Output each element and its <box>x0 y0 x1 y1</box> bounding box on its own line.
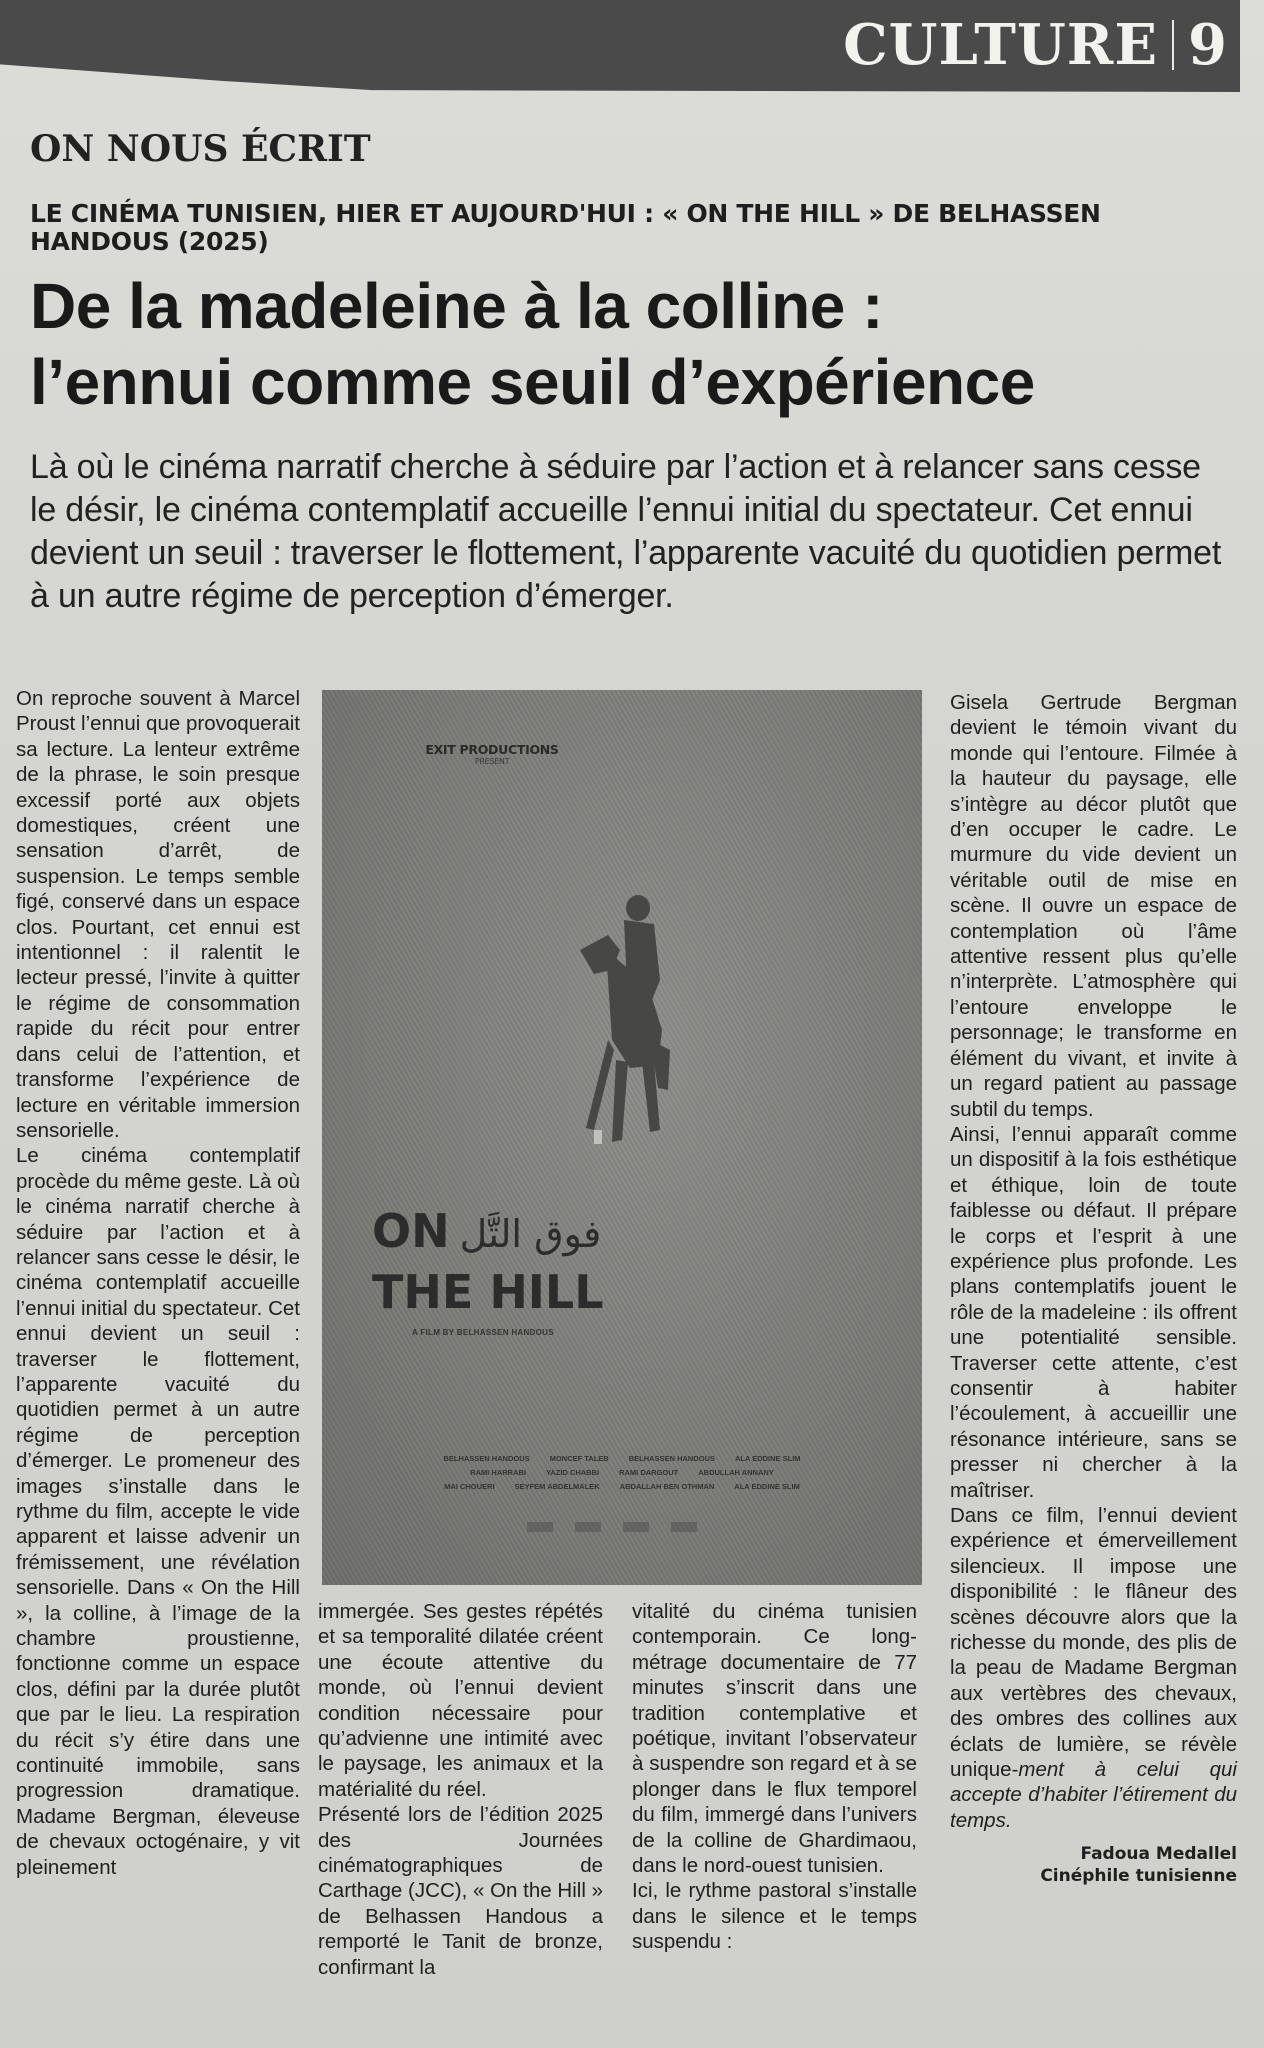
poster-title-arabic: فوق التَّل <box>459 1212 602 1256</box>
section-header <box>843 12 1228 78</box>
poster-title-the-hill: THE HILL <box>372 1265 604 1319</box>
credit: MAI CHOUERI <box>444 1482 495 1491</box>
article-column-2 <box>318 1599 603 1980</box>
credit: BELHASSEN HANDOUS <box>443 1454 530 1463</box>
credits-row <box>372 1452 872 1466</box>
horse-rider-silhouette-icon <box>550 890 680 1170</box>
paragraph: Gisela Gertrude Bergman devient le témoin vivant du monde qui l’entoure. Filmée à la hauteur du paysage, elle s’intègre au décor plutôt que d’en occuper le cadre. Le murmure du vide devient un véritable outil de mise en scène. Il ouvre un espace de contemplation où l’âme attentive ressent plus qu’elle n’interprète. L’atmosphère qui l’entoure enveloppe le personnage; le transforme en élément du vivant, et invite à un regard patient au passage subtil du temps. <box>950 691 1237 1121</box>
poster-title <box>372 1202 604 1321</box>
paragraph: Ainsi, l’ennui apparaît comme un dispositif à la fois esthétique et éthique, loin de toute faiblesse ou défaut. Il prépare le corps et l’esprit à une expérience plus profonde. Les plans contemplatifs jouent le rôle de la madeleine : ils offrent une potentialité sensible. Traverser cette attente, c’est consentir à habiter l’écoulement, à accueillir une résonance intérieure, sans se presser ni chercher à la maîtriser. <box>950 1122 1237 1502</box>
credit: RAMI DARGOUT <box>619 1468 679 1477</box>
credit: SEYFEM ABDELMALEK <box>514 1482 600 1491</box>
section-name: CULTURE <box>843 12 1159 78</box>
poster-studio-name: EXIT PRODUCTIONS <box>425 742 559 757</box>
article-lede: Là où le cinéma narratif cherche à séduire par l’action et à relancer sans cesse le désir, le cinéma contemplatif accueille l’ennui initial du spectateur. Cet ennui devient un seuil : traverser le flottement, l’apparente vacuité du quotidien permet à un autre régime de perception d’émerger. <box>30 448 1222 615</box>
paragraph-text: Dans ce film, l’ennui devient expérience et émerveillement silencieux. Il impose une disponibilité : le flâneur des scènes découvre alors que la richesse du monde, des plis de la peau de Madame Bergman aux vertèbres des chevaux, des ombres des collines aux éclats de lumière, se révèle unique <box>950 1504 1237 1782</box>
credit: MONCEF TALEB <box>549 1454 609 1463</box>
credit: YAZID CHABBI <box>546 1468 600 1477</box>
article-column-4 <box>950 690 1237 1887</box>
paragraph: On reproche souvent à Marcel Proust l’ennui que provoquerait sa lecture. La lenteur extrême de la phrase, le soin presque excessif porté aux objets domestiques, créent une sensation d’arrêt, de suspension. Le temps semble figé, conservé dans un espace clos. Pourtant, cet ennui est intentionnel : il ralentit le lecteur pressé, l’invite à quitter le régime de consommation rapide du récit pour entrer dans celui de l’attention, et transforme l’expérience de lecture en véritable immersion sensorielle. <box>16 687 300 1142</box>
credit: RAMI HARRABI <box>470 1468 527 1477</box>
credits-row <box>372 1466 872 1480</box>
paragraph: Ici, le rythme pastoral s’installe dans le silence et le temps suspendu : <box>632 1879 917 1954</box>
page-number: 9 <box>1188 12 1228 78</box>
credit: ALA EDDINE SLIM <box>734 1482 800 1491</box>
author-signature <box>950 1843 1237 1887</box>
paragraph: vitalité du cinéma tunisien contemporain. Ce long-métrage documentaire de 77 minutes s’inscrit dans une tradition contemplative et poétique, invitant l’observateur à suspendre son regard et à se plonger dans le flux temporel du film, immergé dans l’univers de la colline de Ghardimaou, dans le nord-ouest tunisien. <box>632 1600 917 1878</box>
sponsor-logo-icon <box>575 1522 601 1532</box>
poster-title-on: ON <box>372 1204 450 1258</box>
article-headline <box>30 268 1240 420</box>
paragraph-italic-tail: ment à celui qui accepte d’habiter l’étirement du temps. <box>950 1758 1237 1832</box>
poster-present: PRESENT <box>474 757 510 766</box>
article-column-3 <box>632 1599 917 1955</box>
credits-row <box>372 1480 872 1494</box>
author-name: Fadoua Medallel <box>1080 1844 1237 1865</box>
poster-credits-block <box>372 1452 872 1494</box>
sponsor-logo-icon <box>527 1522 553 1532</box>
article-overline: LE CINÉMA TUNISIEN, HIER ET AUJOURD'HUI : « ON THE HILL » DE BELHASSEN HANDOUS (2025) <box>30 199 1101 256</box>
film-poster-image <box>322 690 922 1585</box>
poster-studio <box>407 742 577 766</box>
credit: ABDALLAH BEN OTHMAN <box>619 1482 715 1491</box>
headline-line-2: l’ennui comme seuil d’expérience <box>30 346 1035 418</box>
author-title: Cinéphile tunisienne <box>1040 1866 1237 1887</box>
poster-director-credit: A FILM BY BELHASSEN HANDOUS <box>412 1328 554 1337</box>
rubric-kicker: ON NOUS ÉCRIT <box>30 128 371 170</box>
credit: ALA EDDINE SLIM <box>735 1454 801 1463</box>
credit: BELHASSEN HANDOUS <box>628 1454 715 1463</box>
paragraph: immergée. Ses gestes répétés et sa temporalité dilatée créent une écoute attentive du monde, où l’ennui devient condition nécessaire pour qu’advienne une intimité avec le paysage, les animaux et la matérialité du réel. <box>318 1600 603 1801</box>
poster-sponsor-logos <box>492 1518 732 1536</box>
article-column-1 <box>16 686 300 1880</box>
sponsor-logo-icon <box>671 1522 697 1532</box>
credit: ABDULLAH ANNANY <box>698 1468 774 1477</box>
sponsor-logo-icon <box>623 1522 649 1532</box>
paragraph: Le cinéma contemplatif procède du même geste. Là où le cinéma narratif cherche à séduire par l’action et à relancer sans cesse le désir, le cinéma contemplatif accueille l’ennui initial du spectateur. Cet ennui devient un seuil : traverser le flottement, l’apparente vacuité du quotidien permet à un autre régime de perception d’émerger. Le promeneur des images s’installe dans le rythme du film, accepte le vide apparent et laisse advenir un frémissement, une révélation sensorielle. Dans « On the Hill », la colline, à l’image de la chambre proustienne, fonctionne comme un espace clos, défini par la durée plutôt que par le lieu. La respiration du récit s’y étire dans une continuité immobile, sans progression dramatique. Madame Bergman, éleveuse de chevaux octogénaire, y vit pleinement <box>16 1144 300 1879</box>
paragraph: Présenté lors de l’édition 2025 des Journées cinématographiques de Carthage (JCC), « On the Hill » de Belhassen Handous a remporté le Tanit de bronze, confirmant la <box>318 1803 603 1979</box>
paragraph: Dans ce film, l’ennui devient expérience et émerveillement silencieux. Il impose une disponibilité : le flâneur des scènes découvre alors que la richesse du monde, des plis de la peau de Madame Bergman aux vertèbres des chevaux, des ombres des collines aux éclats de lumière, se révèle unique-ment à celui qui accepte d’habiter l’étirement du temps. <box>950 1504 1237 1832</box>
headline-line-1: De la madeleine à la colline : <box>30 270 883 342</box>
header-divider <box>1172 20 1174 70</box>
